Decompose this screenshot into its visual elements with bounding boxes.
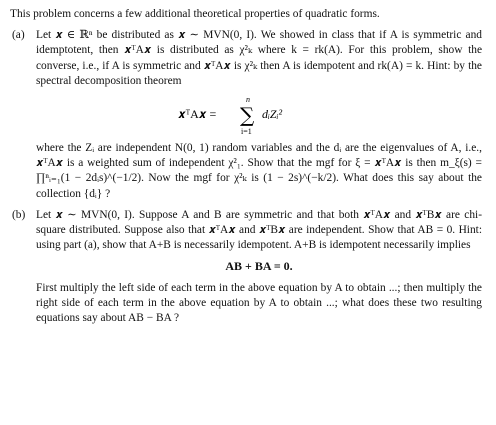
equation-lhs: 𝒙ᵀA𝒙 = (178, 107, 217, 122)
part-a-paragraph-1: Let 𝒙 ∈ ℝⁿ be distributed as 𝒙 ∼ MVN(0, I). We showed in class that if A is symmetric and idemptotent, then 𝒙ᵀA𝒙 is distributed as χ²ₖ where k = rk(A). For this problem, show the converse, i.e., if A is symmetric and 𝒙ᵀA𝒙 is χ²ₖ then A is idempotent and rk(A) = k. Hint: by the spectral decomposition theorem (36, 29, 482, 87)
sum-upper-limit: n (246, 95, 250, 105)
part-b-body (36, 208, 482, 326)
quadratic-form-equation-svg (174, 93, 344, 137)
part-a-paragraph-2: where the Zᵢ are independent N(0, 1) random variables and the dᵢ are the eigenvalues of A, i.e., 𝒙ᵀA𝒙 is a weighted sum of independent χ²₁. Show that the mgf for ξ = 𝒙ᵀA𝒙 is then m_ξ(s) = ∏ⁿᵢ₌₁(1 − 2dᵢs)^(−1/2). Now the mgf for χ²ₖ is (1 − 2s)^(−k/2). What does this say about the collection {dᵢ} ? (36, 142, 482, 200)
summation-symbol: ∑ (240, 103, 255, 128)
sum-lower-limit: i=1 (241, 127, 252, 137)
part-b-marker: (b) (12, 208, 26, 221)
part-a (10, 28, 482, 202)
idempotent-equation: AB + BA = 0. (225, 259, 293, 274)
part-b-paragraph-1: Let 𝒙 ∼ MVN(0, I). Suppose A and B are symmetric and that both 𝒙ᵀA𝒙 and 𝒙ᵀB𝒙 are chi-square distributed. Suppose also that 𝒙ᵀA𝒙 and 𝒙ᵀB𝒙 are independent. Show that AB = 0. Hint: using part (a), show that A+B is necessarily idempotent. A+B is idempotent necessarily implies (36, 208, 482, 252)
part-b (10, 208, 482, 326)
part-a-body (36, 28, 482, 202)
problem-intro: This problem concerns a few additional theoretical properties of quadratic forms. (10, 8, 380, 20)
sum-term: dᵢZᵢ² (262, 107, 283, 122)
part-b-paragraph-2: First multiply the left side of each term in the above equation by A to obtain ...; then multiply the right side of each term in the above equation by A to obtain ...; what does these two resulting equations say about AB − BA ? (36, 281, 482, 325)
quadratic-form-equation (36, 93, 482, 137)
part-a-marker: (a) (12, 29, 25, 42)
